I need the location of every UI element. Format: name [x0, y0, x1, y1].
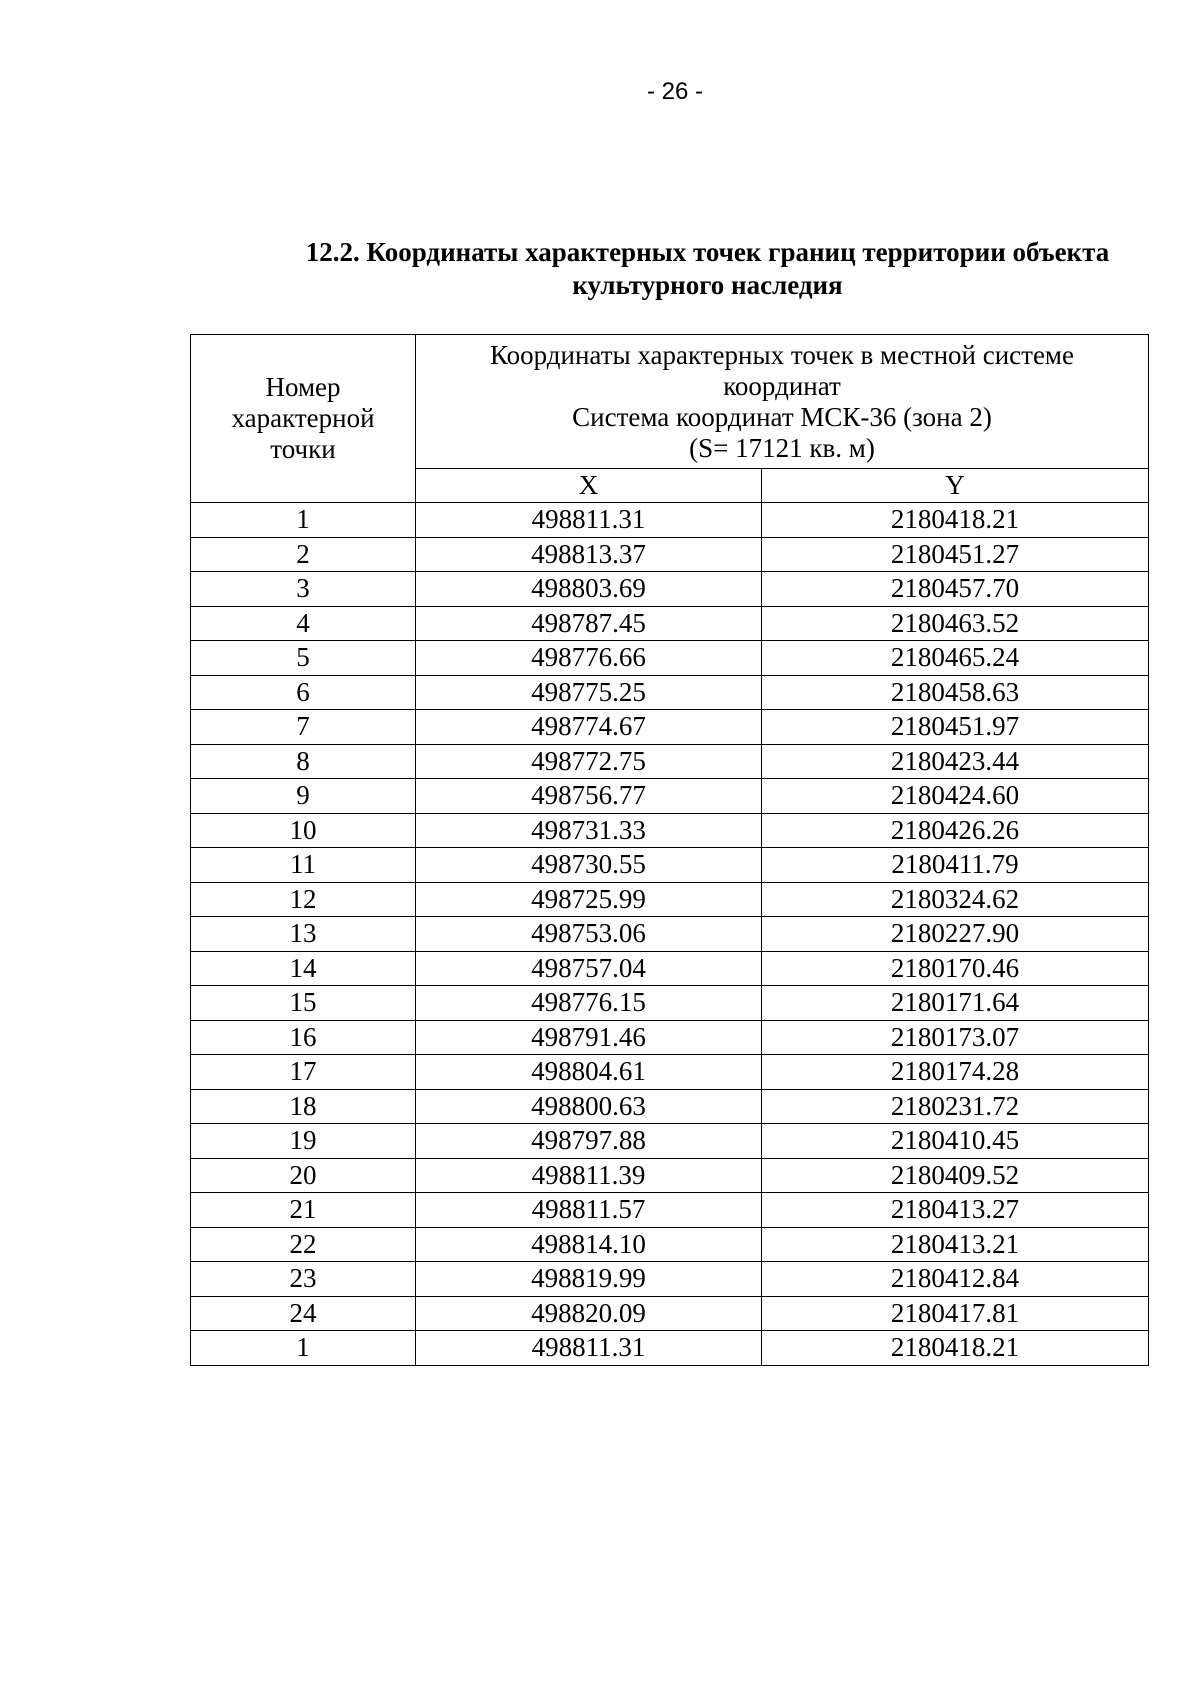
header-coords-line: Координаты характерных точек в местной системе [489, 339, 1075, 370]
heading-line-1: 12.2. Координаты характерных точек границ территории объекта [305, 237, 1110, 267]
cell-point-number: 6 [191, 675, 416, 710]
table-row [191, 641, 1149, 676]
cell-y: 2180413.21 [762, 1227, 1149, 1262]
cell-y: 2180324.62 [762, 882, 1149, 917]
header-y: Y [762, 469, 1149, 503]
cell-x: 498803.69 [416, 572, 762, 607]
table-row [191, 572, 1149, 607]
cell-point-number: 4 [191, 606, 416, 641]
table-row [191, 1124, 1149, 1159]
cell-point-number: 23 [191, 1262, 416, 1297]
cell-y: 2180417.81 [762, 1296, 1149, 1331]
header-coords-line: (S= 17121 кв. м) [689, 432, 875, 463]
table-row [191, 779, 1149, 814]
cell-y: 2180465.24 [762, 641, 1149, 676]
cell-y: 2180170.46 [762, 951, 1149, 986]
cell-point-number: 18 [191, 1089, 416, 1124]
header-point-line: точки [270, 434, 336, 464]
table-row [191, 675, 1149, 710]
table-body [191, 503, 1149, 1366]
cell-x: 498811.31 [416, 503, 762, 538]
cell-y: 2180409.52 [762, 1158, 1149, 1193]
table-row [191, 1020, 1149, 1055]
cell-point-number: 16 [191, 1020, 416, 1055]
cell-x: 498811.31 [416, 1331, 762, 1366]
cell-x: 498756.77 [416, 779, 762, 814]
cell-point-number: 10 [191, 813, 416, 848]
cell-point-number: 8 [191, 744, 416, 779]
table-row [191, 744, 1149, 779]
table-row [191, 1193, 1149, 1228]
cell-point-number: 21 [191, 1193, 416, 1228]
cell-y: 2180423.44 [762, 744, 1149, 779]
cell-y: 2180411.79 [762, 848, 1149, 883]
cell-y: 2180451.27 [762, 537, 1149, 572]
cell-point-number: 13 [191, 917, 416, 952]
header-point-line: характерной [231, 403, 375, 433]
cell-y: 2180174.28 [762, 1055, 1149, 1090]
table-row [191, 710, 1149, 745]
section-heading [270, 236, 1145, 302]
cell-x: 498775.25 [416, 675, 762, 710]
table-row [191, 917, 1149, 952]
cell-point-number: 24 [191, 1296, 416, 1331]
cell-y: 2180413.27 [762, 1193, 1149, 1228]
cell-x: 498787.45 [416, 606, 762, 641]
heading-line-2: культурного наследия [572, 270, 843, 300]
header-coords-line: координат [723, 370, 841, 401]
cell-x: 498776.15 [416, 986, 762, 1021]
table-row [191, 1089, 1149, 1124]
cell-x: 498772.75 [416, 744, 762, 779]
table-row [191, 537, 1149, 572]
table-row [191, 951, 1149, 986]
table-row [191, 882, 1149, 917]
cell-y: 2180231.72 [762, 1089, 1149, 1124]
cell-y: 2180418.21 [762, 1331, 1149, 1366]
cell-y: 2180424.60 [762, 779, 1149, 814]
header-coordinates-group [416, 335, 1149, 469]
cell-y: 2180463.52 [762, 606, 1149, 641]
table-row [191, 986, 1149, 1021]
cell-point-number: 1 [191, 503, 416, 538]
cell-x: 498819.99 [416, 1262, 762, 1297]
cell-x: 498820.09 [416, 1296, 762, 1331]
cell-y: 2180410.45 [762, 1124, 1149, 1159]
cell-y: 2180412.84 [762, 1262, 1149, 1297]
cell-x: 498725.99 [416, 882, 762, 917]
table-row [191, 503, 1149, 538]
cell-y: 2180418.21 [762, 503, 1149, 538]
header-coords-line: Система координат МСК-36 (зона 2) [572, 401, 992, 432]
table-row [191, 813, 1149, 848]
cell-point-number: 5 [191, 641, 416, 676]
table-row [191, 1055, 1149, 1090]
table-row [191, 1262, 1149, 1297]
table-row [191, 848, 1149, 883]
cell-x: 498731.33 [416, 813, 762, 848]
cell-point-number: 20 [191, 1158, 416, 1193]
cell-x: 498811.57 [416, 1193, 762, 1228]
table-row [191, 1158, 1149, 1193]
cell-y: 2180173.07 [762, 1020, 1149, 1055]
cell-x: 498730.55 [416, 848, 762, 883]
table-row [191, 1331, 1149, 1366]
cell-x: 498797.88 [416, 1124, 762, 1159]
cell-y: 2180171.64 [762, 986, 1149, 1021]
cell-x: 498791.46 [416, 1020, 762, 1055]
header-point-line: Номер [265, 372, 341, 402]
header-x: X [416, 469, 762, 503]
cell-point-number: 22 [191, 1227, 416, 1262]
cell-x: 498813.37 [416, 537, 762, 572]
cell-point-number: 17 [191, 1055, 416, 1090]
cell-x: 498753.06 [416, 917, 762, 952]
table-row [191, 1227, 1149, 1262]
cell-point-number: 7 [191, 710, 416, 745]
cell-x: 498800.63 [416, 1089, 762, 1124]
cell-x: 498804.61 [416, 1055, 762, 1090]
cell-point-number: 14 [191, 951, 416, 986]
coordinates-table [190, 334, 1149, 1366]
cell-x: 498776.66 [416, 641, 762, 676]
cell-point-number: 3 [191, 572, 416, 607]
table-row [191, 606, 1149, 641]
cell-y: 2180426.26 [762, 813, 1149, 848]
cell-point-number: 12 [191, 882, 416, 917]
cell-point-number: 11 [191, 848, 416, 883]
cell-x: 498774.67 [416, 710, 762, 745]
cell-x: 498757.04 [416, 951, 762, 986]
header-point-number [191, 335, 416, 503]
cell-y: 2180227.90 [762, 917, 1149, 952]
cell-y: 2180457.70 [762, 572, 1149, 607]
cell-point-number: 15 [191, 986, 416, 1021]
cell-point-number: 19 [191, 1124, 416, 1159]
cell-point-number: 9 [191, 779, 416, 814]
page-number: - 26 - [646, 78, 703, 105]
cell-x: 498811.39 [416, 1158, 762, 1193]
table-row [191, 1296, 1149, 1331]
cell-point-number: 2 [191, 537, 416, 572]
cell-point-number: 1 [191, 1331, 416, 1366]
cell-y: 2180451.97 [762, 710, 1149, 745]
cell-x: 498814.10 [416, 1227, 762, 1262]
cell-y: 2180458.63 [762, 675, 1149, 710]
